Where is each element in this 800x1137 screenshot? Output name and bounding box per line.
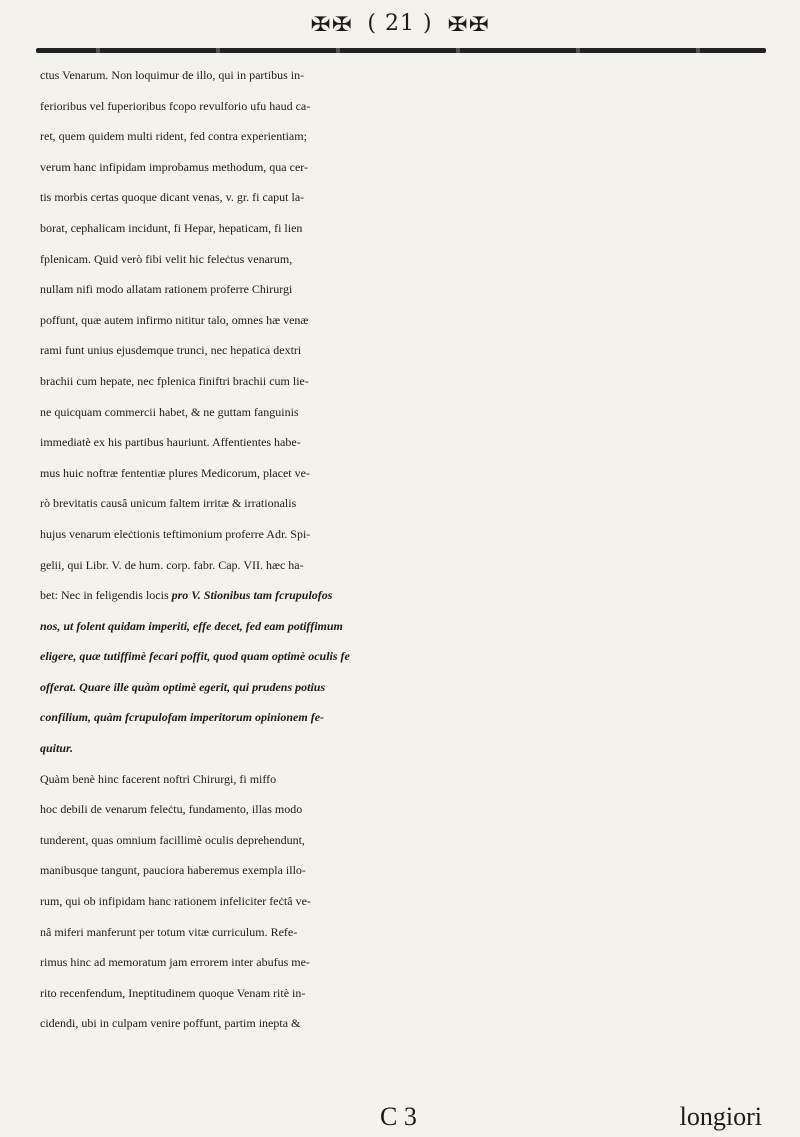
body-text — [40, 60, 770, 1039]
header-rule — [36, 48, 766, 53]
page-number: ( 21 ) — [367, 11, 433, 36]
text-line: confilium, quàm fcrupulofam imperitorum opinionem fe- — [40, 710, 325, 725]
text-line: rami funt unius ejusdemque trunci, nec hepatica dextri — [40, 343, 302, 358]
text-line: brachii cum hepate, nec fplenica finiftri brachii cum lie- — [40, 373, 309, 388]
text-line: cidendi, ubi in culpam venire poffunt, partim inepta & — [40, 1016, 301, 1031]
ornament-right: ✠✠ — [447, 12, 490, 36]
text-line: eligere, quæ tutiffimè fecari poffit, quod quam optimè oculis fe — [40, 649, 350, 664]
text-line: ne quicquam commercii habet, & ne guttam fanguinis — [40, 404, 299, 419]
text-line: rò brevitatis causâ unicum faltem irritæ & irrationalis — [40, 496, 297, 511]
page-header — [0, 8, 800, 40]
text-line: Quàm benè hinc facerent noftri Chirurgi, fi miffo — [40, 771, 277, 786]
text-line: poffunt, quæ autem infirmo nititur talo, omnes hæ venæ — [40, 312, 309, 327]
page-footer — [40, 1102, 770, 1134]
text-line: verum hanc infipidam improbamus methodum, qua cer- — [40, 159, 309, 174]
text-line — [40, 580, 770, 611]
signature-mark: C 3 — [380, 1102, 417, 1131]
text-line: rum, qui ob infipidam hanc rationem infeliciter feċtâ ve- — [40, 894, 311, 909]
text-line: mus huic noftræ fententiæ plures Medicorum, placet ve- — [40, 465, 310, 480]
text-line: quitur. — [40, 741, 74, 756]
text-line: hoc debili de venarum feleċtu, fundamento, illas modo — [40, 802, 303, 817]
catchword: longiori — [679, 1102, 762, 1131]
ornament-left: ✠✠ — [310, 12, 353, 36]
text-line: nâ miferi manferunt per totum vitæ curriculum. Refe- — [40, 924, 298, 939]
text-line: tunderent, quas omnium facillimè oculis deprehendunt, — [40, 832, 305, 847]
text-line-roman: bet: Nec in feligendis locis — [40, 588, 172, 603]
text-line: ctus Venarum. Non loquimur de illo, qui in partibus in- — [40, 68, 305, 82]
text-line: tis morbis certas quoque dicant venas, v. gr. fi caput la- — [40, 190, 305, 205]
text-line: nos, ut folent quidam imperiti, effe decet, fed eam potiffimum — [40, 618, 343, 633]
text-line: fplenicam. Quid verò fibi velit hic feleċtus venarum, — [40, 251, 293, 266]
text-line: ferioribus vel fuperioribus fcopo revulforio ufu haud ca- — [40, 98, 311, 113]
text-line: manibusque tangunt, pauciora haberemus exempla illo- — [40, 863, 306, 878]
text-line: immediatè ex his partibus hauriunt. Affentientes habe- — [40, 435, 301, 450]
text-line: offerat. Quare ille quàm optimè egerit, qui prudens potius — [40, 679, 326, 694]
text-line-italic: pro V. Stionibus tam fcrupulofos — [171, 588, 333, 603]
text-line: gelii, qui Libr. V. de hum. corp. fabr. Cap. VII. hæc ha- — [40, 557, 304, 572]
text-line: rimus hinc ad memoratum jam errorem inter abufus me- — [40, 955, 310, 970]
text-line: ret, quem quidem multi rident, fed contra experientiam; — [40, 129, 307, 144]
text-line: hujus venarum eleċtionis teftimonium proferre Adr. Spi- — [40, 526, 311, 541]
text-line: rito recenfendum, Ineptitudinem quoque Venam ritè in- — [40, 985, 306, 1000]
text-line: borat, cephalicam incidunt, fi Hepar, hepaticam, fi lien — [40, 220, 303, 235]
text-line: nullam nifi modo allatam rationem proferre Chirurgi — [40, 282, 293, 297]
